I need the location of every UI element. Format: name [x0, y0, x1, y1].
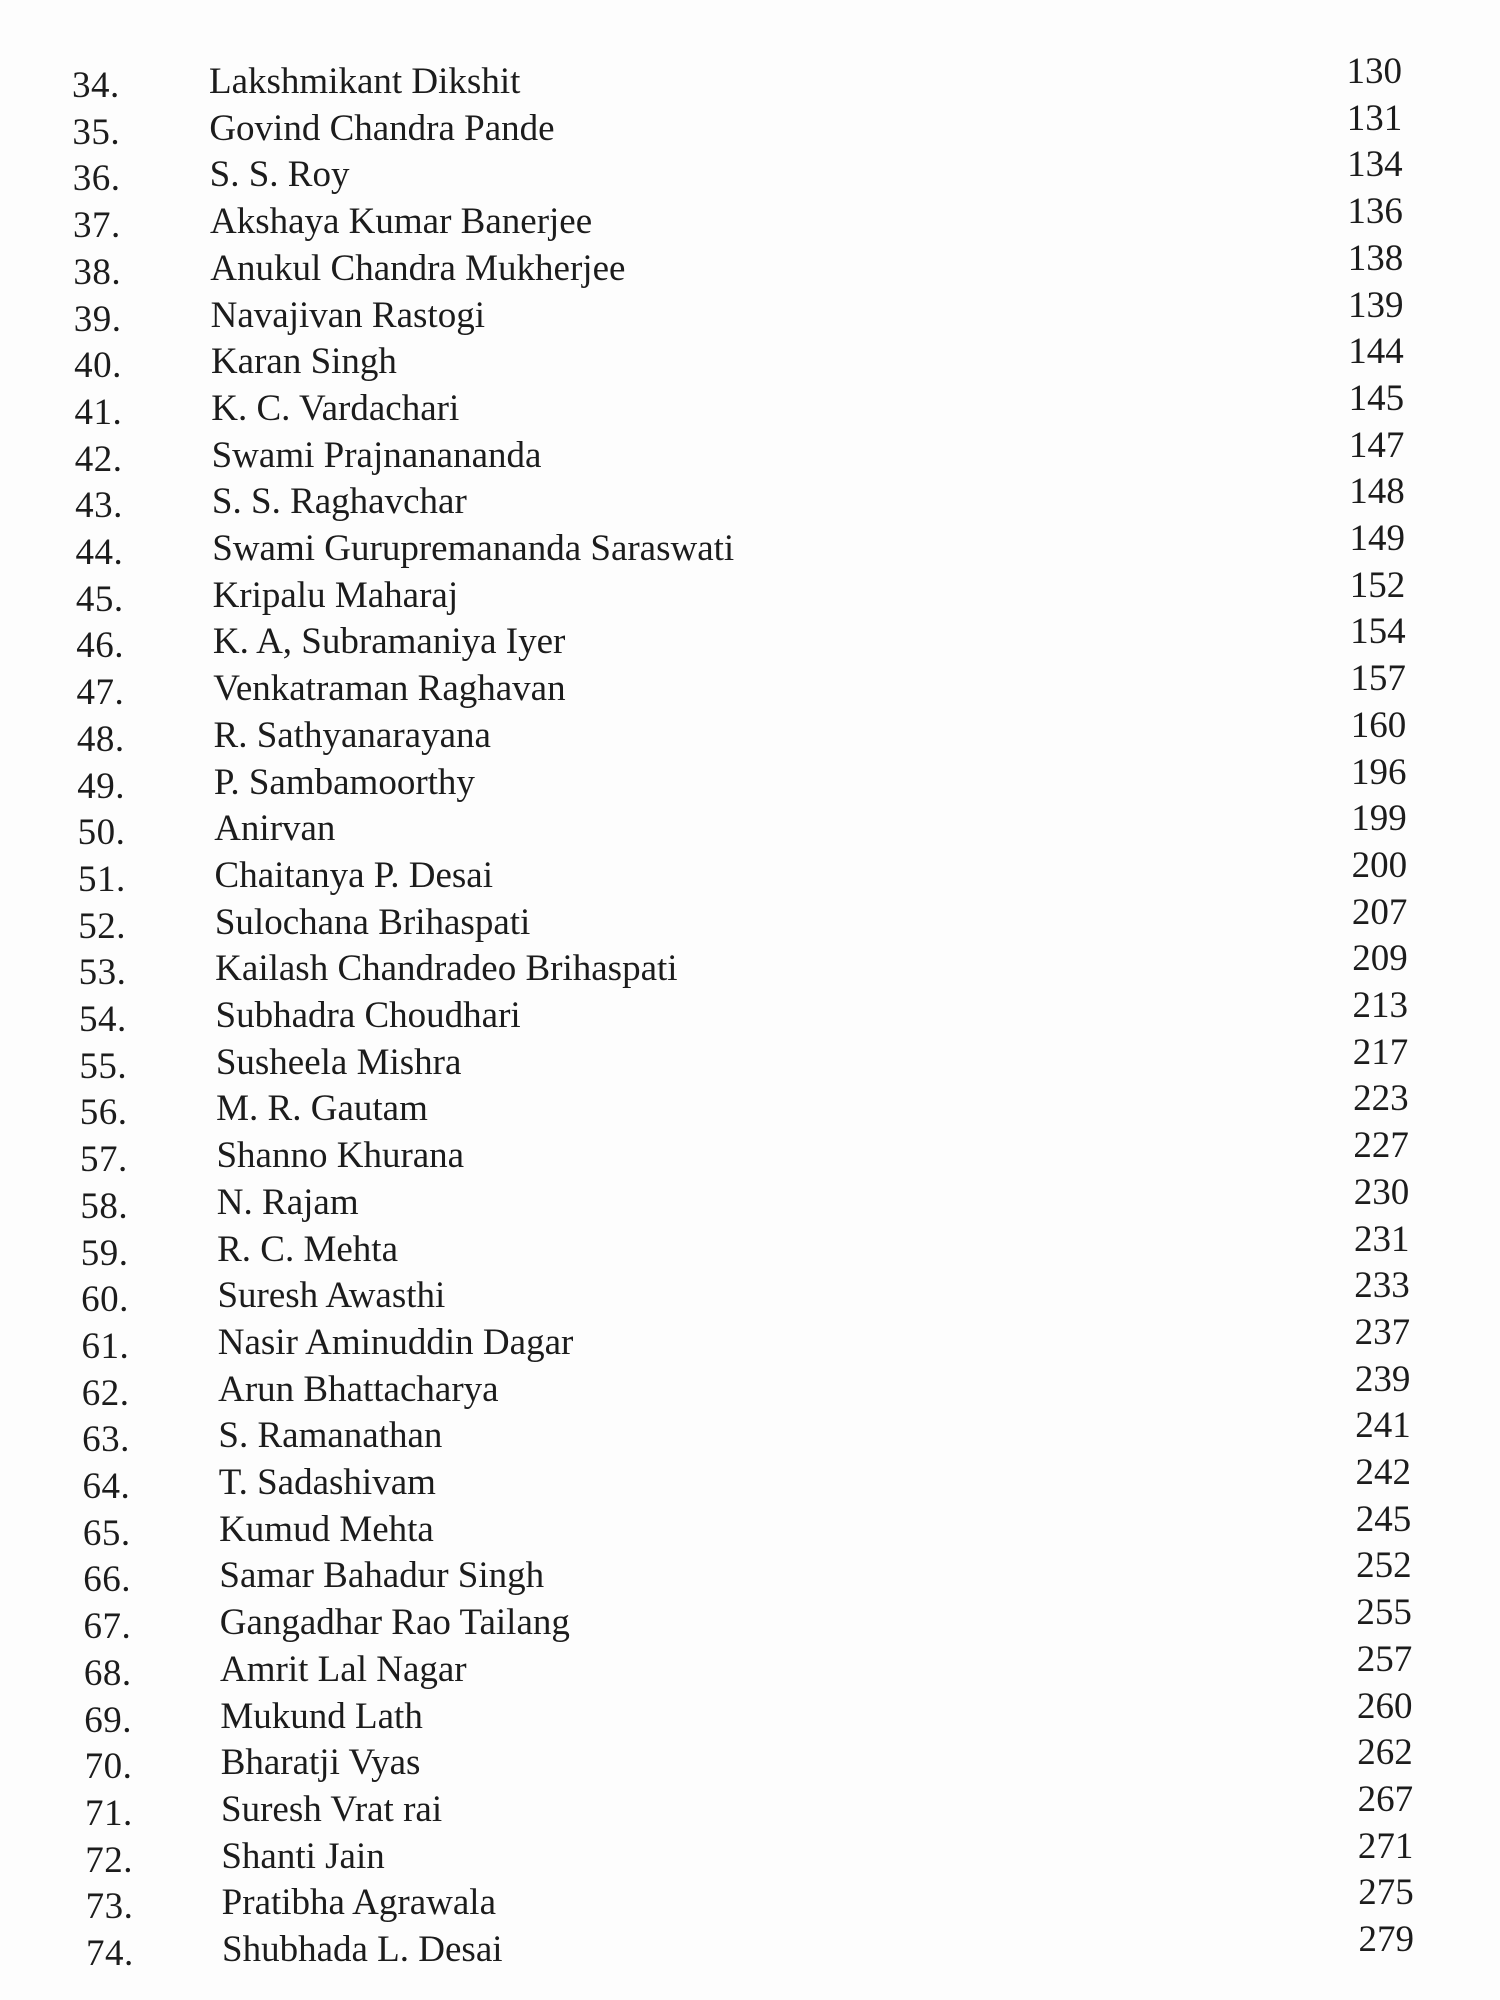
entry-number: 67. — [83, 1606, 132, 1648]
entry-page: 237 — [1354, 1311, 1411, 1353]
entry-page: 239 — [1354, 1358, 1411, 1400]
entry-number: 74. — [86, 1933, 134, 1974]
contents-row — [0, 191, 1500, 247]
entry-page: 209 — [1352, 938, 1408, 980]
contents-row — [0, 1825, 1500, 1881]
entry-number: 51. — [77, 858, 126, 900]
contents-row — [0, 1405, 1500, 1461]
contents-row — [0, 704, 1500, 760]
contents-row — [0, 844, 1500, 900]
contents-row — [0, 97, 1500, 153]
contents-row — [0, 1311, 1500, 1367]
entry-page: 275 — [1358, 1872, 1414, 1914]
entry-title: S. S. Raghavchar — [211, 481, 467, 523]
entry-page: 260 — [1357, 1685, 1413, 1727]
entry-number: 66. — [83, 1559, 131, 1601]
entry-page: 157 — [1350, 658, 1406, 700]
entry-title: Suresh Awasthi — [217, 1275, 446, 1317]
entry-title: T. Sadashivam — [218, 1462, 436, 1503]
contents-row — [0, 518, 1500, 573]
entry-page: 147 — [1348, 424, 1405, 466]
entry-title: Mukund Lath — [220, 1695, 423, 1737]
contents-row — [0, 1265, 1500, 1321]
entry-page: 257 — [1356, 1638, 1413, 1680]
contents-row — [0, 658, 1500, 714]
contents-row — [0, 237, 1500, 293]
entry-title: K. A, Subramaniya Iyer — [212, 621, 566, 663]
entry-number: 62. — [81, 1372, 130, 1414]
entry-title: Lakshmikant Dikshit — [209, 61, 521, 102]
entry-number: 60. — [81, 1279, 129, 1321]
entry-page: 262 — [1357, 1732, 1413, 1774]
contents-row — [0, 611, 1500, 667]
entry-number: 41. — [74, 391, 123, 433]
entry-number: 49. — [77, 765, 125, 807]
entry-number: 55. — [79, 1045, 128, 1087]
entry-number: 57. — [80, 1139, 128, 1181]
entry-page: 130 — [1346, 51, 1402, 92]
entry-number: 47. — [76, 672, 125, 714]
entry-page: 149 — [1349, 518, 1405, 559]
entry-page: 154 — [1350, 611, 1406, 653]
contents-row — [0, 424, 1500, 480]
entry-page: 145 — [1348, 377, 1405, 419]
contents-row — [0, 1545, 1500, 1601]
entry-number: 36. — [72, 158, 121, 200]
entry-number: 59. — [80, 1232, 129, 1274]
entry-page: 267 — [1357, 1778, 1414, 1820]
entry-number: 73. — [85, 1886, 134, 1928]
entry-page: 213 — [1352, 985, 1408, 1026]
entry-page: 200 — [1351, 844, 1408, 886]
entry-number: 43. — [75, 485, 123, 527]
entry-title: Pratibha Agrawala — [221, 1882, 496, 1924]
entry-number: 65. — [82, 1512, 131, 1554]
entry-number: 44. — [75, 532, 124, 573]
entry-page: 199 — [1351, 798, 1407, 840]
entry-number: 64. — [82, 1466, 131, 1507]
entry-title: Nasir Aminuddin Dagar — [217, 1321, 574, 1363]
contents-row — [0, 1732, 1500, 1788]
entry-title: Shanno Khurana — [216, 1135, 465, 1177]
entry-number: 42. — [74, 438, 123, 480]
entry-number: 71. — [84, 1792, 133, 1834]
entry-page: 230 — [1353, 1171, 1410, 1213]
entry-page: 148 — [1349, 471, 1405, 513]
contents-row — [0, 1685, 1500, 1741]
entry-number: 48. — [76, 718, 125, 760]
entry-number: 53. — [78, 952, 127, 994]
entry-title: Akshaya Kumar Banerjee — [209, 201, 593, 243]
contents-row — [0, 564, 1500, 620]
contents-row — [0, 1638, 1500, 1694]
contents-row — [0, 1218, 1500, 1274]
entry-number: 72. — [85, 1839, 134, 1881]
contents-row — [0, 891, 1500, 947]
entry-number: 61. — [81, 1325, 130, 1367]
entry-title: Shubhada L. Desai — [222, 1929, 503, 1970]
entry-title: Gangadhar Rao Tailang — [219, 1602, 570, 1644]
contents-row — [0, 1452, 1500, 1507]
entry-number: 58. — [80, 1185, 129, 1227]
entry-title: Suresh Vrat rai — [221, 1788, 443, 1830]
contents-row — [0, 1078, 1500, 1134]
entry-title: Govind Chandra Pande — [209, 107, 555, 149]
entry-title: Sulochana Brihaspati — [214, 901, 531, 943]
entry-title: Bharatji Vyas — [220, 1742, 421, 1784]
contents-row — [0, 1031, 1500, 1087]
entry-number: 52. — [78, 905, 127, 947]
entry-page: 227 — [1353, 1125, 1409, 1167]
contents-row — [0, 1919, 1500, 1974]
entry-page: 152 — [1349, 564, 1406, 606]
entry-title: Susheela Mishra — [215, 1041, 462, 1083]
entry-title: Subhadra Choudhari — [215, 995, 521, 1036]
entry-page: 255 — [1356, 1592, 1412, 1634]
contents-row — [0, 377, 1500, 433]
entry-page: 131 — [1346, 97, 1403, 139]
contents-row — [0, 1171, 1500, 1227]
entry-page: 207 — [1351, 891, 1408, 933]
entry-page: 217 — [1352, 1031, 1409, 1073]
entry-title: Swami Prajnanananda — [211, 434, 542, 476]
entry-title: Anirvan — [214, 808, 336, 850]
entry-title: Shanti Jain — [221, 1835, 385, 1877]
entry-number: 69. — [84, 1699, 132, 1741]
contents-row — [0, 1125, 1500, 1181]
entry-page: 242 — [1355, 1452, 1411, 1493]
entry-page: 139 — [1348, 284, 1404, 326]
entry-number: 50. — [77, 812, 126, 854]
entry-page: 160 — [1350, 704, 1407, 746]
contents-row — [0, 284, 1500, 340]
entry-title: R. Sathyanarayana — [213, 714, 491, 756]
entry-title: Venkatraman Raghavan — [213, 668, 566, 710]
entry-title: Swami Gurupremananda Saraswati — [212, 528, 735, 569]
entry-number: 46. — [76, 625, 124, 667]
entry-title: Kailash Chandradeo Brihaspati — [215, 948, 678, 990]
entry-number: 70. — [84, 1746, 133, 1788]
entry-title: Samar Bahadur Singh — [219, 1555, 545, 1597]
entry-page: 223 — [1353, 1078, 1409, 1120]
contents-row — [0, 1778, 1500, 1834]
entry-title: R. C. Mehta — [217, 1228, 399, 1270]
entry-page: 138 — [1347, 237, 1404, 279]
entry-number: 40. — [74, 345, 122, 387]
entry-number: 39. — [73, 298, 122, 340]
entry-number: 35. — [72, 111, 121, 153]
entry-number: 63. — [82, 1419, 130, 1461]
contents-row — [0, 331, 1500, 387]
entry-page: 252 — [1356, 1545, 1412, 1587]
contents-row — [0, 751, 1500, 807]
entry-page: 279 — [1358, 1919, 1414, 1960]
contents-row — [0, 471, 1500, 527]
entry-number: 54. — [79, 999, 127, 1040]
entry-page: 196 — [1351, 751, 1407, 793]
entry-title: N. Rajam — [216, 1181, 359, 1223]
entry-page: 136 — [1347, 191, 1403, 233]
entry-title: Amrit Lal Nagar — [220, 1648, 467, 1690]
entry-number: 45. — [75, 578, 124, 620]
entry-page: 134 — [1347, 144, 1403, 186]
contents-row — [0, 1592, 1500, 1648]
entry-number: 34. — [72, 65, 120, 106]
entry-title: P. Sambamoorthy — [213, 761, 475, 803]
contents-row — [0, 798, 1500, 854]
contents-row — [0, 985, 1500, 1040]
contents-row — [0, 1358, 1500, 1414]
entry-title: Karan Singh — [210, 341, 397, 383]
entry-page: 144 — [1348, 331, 1404, 373]
entry-number: 56. — [79, 1092, 128, 1134]
entry-title: Chaitanya P. Desai — [214, 854, 493, 896]
entry-number: 38. — [73, 251, 122, 293]
entry-title: Kripalu Maharaj — [212, 574, 459, 616]
entry-title: S. S. Roy — [209, 154, 350, 196]
contents-row — [0, 144, 1500, 200]
entry-page: 233 — [1354, 1265, 1410, 1307]
entry-title: M. R. Gautam — [216, 1088, 428, 1130]
entry-page: 241 — [1355, 1405, 1411, 1447]
contents-row — [0, 51, 1500, 106]
entry-number: 37. — [73, 205, 121, 247]
entry-page: 231 — [1354, 1218, 1410, 1260]
entry-title: Navajivan Rastogi — [210, 294, 485, 336]
entry-title: Arun Bhattacharya — [218, 1368, 499, 1410]
contents-row — [0, 938, 1500, 994]
entry-title: Anukul Chandra Mukherjee — [210, 247, 626, 289]
entry-title: Kumud Mehta — [219, 1508, 434, 1550]
contents-row — [0, 1872, 1500, 1928]
entry-page: 271 — [1357, 1825, 1414, 1867]
contents-row — [0, 1498, 1500, 1554]
entry-title: K. C. Vardachari — [211, 387, 460, 429]
entry-page: 245 — [1355, 1498, 1412, 1540]
entry-title: S. Ramanathan — [218, 1415, 443, 1457]
entry-number: 68. — [83, 1652, 132, 1694]
